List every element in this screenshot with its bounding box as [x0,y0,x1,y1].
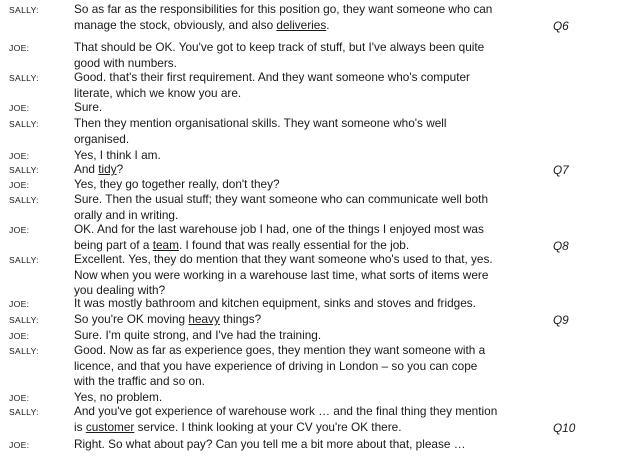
dialogue-text: Excellent. Yes, they do mention that they want someone who's used to that, yes. Now when you were working in a warehouse last time, what sorts of items were you dealing with? [74,252,493,298]
dialogue-text: Good. Now as far as experience goes, they mention they want someone with a licence, and that you have experience of driving in London – so you can cope with the traffic and so on. [74,343,486,389]
answer-underlined: tidy [98,162,117,176]
speaker-label: SALLY: [9,407,39,417]
dialogue-text: Then they mention organisational skills. They want someone who's well organised. [74,116,447,146]
speaker-label: JOE: [9,393,30,403]
speaker-label: SALLY: [9,165,39,175]
dialogue-text: And tidy? [74,162,124,176]
dialogue-text: OK. And for the last warehouse job I had, one of the things I enjoyed most was being part of a team. I found that was really essential for the job. [74,222,484,252]
dialogue-text: So as far as the responsibilities for this position go, they want someone who can manage the stock, obviously, and also deliveries. [74,2,493,32]
transcript-row [0,437,624,453]
transcript-row [0,116,624,146]
speaker-label: SALLY: [9,255,39,265]
dialogue-text: Sure. [74,100,103,114]
speaker-label: JOE: [9,151,30,161]
transcript-row [0,192,624,222]
speaker-label: SALLY: [9,119,39,129]
dialogue-text: Sure. I'm quite strong, and I've had the training. [74,328,322,342]
transcript-row [0,343,624,389]
dialogue-text: So you're OK moving heavy things? [74,312,262,326]
speaker-label: JOE: [9,299,30,309]
transcript-row [0,252,624,298]
question-number: Q6 [553,19,569,33]
question-number: Q7 [553,163,569,177]
dialogue-text: That should be OK. You've got to keep track of stuff, but I've always been quite good with numbers. [74,40,485,70]
question-number: Q8 [553,239,569,253]
speaker-label: SALLY: [9,195,39,205]
transcript-row [0,100,624,116]
speaker-label: JOE: [9,43,30,53]
answer-underlined: customer [85,419,135,434]
transcript-row [0,222,624,253]
speaker-label: SALLY: [9,5,39,15]
transcript-row [0,70,624,100]
speaker-label: JOE: [9,225,30,235]
transcript-row [0,177,624,193]
transcript-row [0,328,624,344]
dialogue-text: And you've got experience of warehouse work … and the final thing they mention is customer service. I think looking at your CV you're OK there. [74,404,498,434]
answer-underlined: team [152,237,179,252]
question-number: Q9 [553,313,569,327]
dialogue-text: It was mostly bathroom and kitchen equipment, sinks and stoves and fridges. [74,296,476,310]
speaker-label: SALLY: [9,73,39,83]
speaker-label: JOE: [9,440,30,450]
dialogue-text: Yes, they go together really, don't they? [74,177,280,191]
dialogue-text: Yes, I think I am. [74,148,161,162]
speaker-label: JOE: [9,180,30,190]
speaker-label: JOE: [9,331,30,341]
transcript-row [0,312,624,328]
speaker-label: JOE: [9,103,30,113]
dialogue-text: Good. that's their first requirement. And they want someone who's computer literate, which we know you are. [74,70,470,100]
answer-underlined: heavy [188,312,220,326]
transcript-row [0,162,624,178]
dialogue-text: Yes, no problem. [74,390,163,404]
transcript-row [0,404,624,435]
transcript-row [0,296,624,312]
speaker-label: SALLY: [9,315,39,325]
transcript-row [0,2,624,33]
answer-underlined: deliveries [276,17,327,32]
question-number: Q10 [553,421,576,435]
transcript-row [0,40,624,70]
dialogue-text: Right. So what about pay? Can you tell me a bit more about that, please … [74,437,466,451]
dialogue-text: Sure. Then the usual stuff; they want someone who can communicate well both orally and in writing. [74,192,489,222]
speaker-label: SALLY: [9,346,39,356]
